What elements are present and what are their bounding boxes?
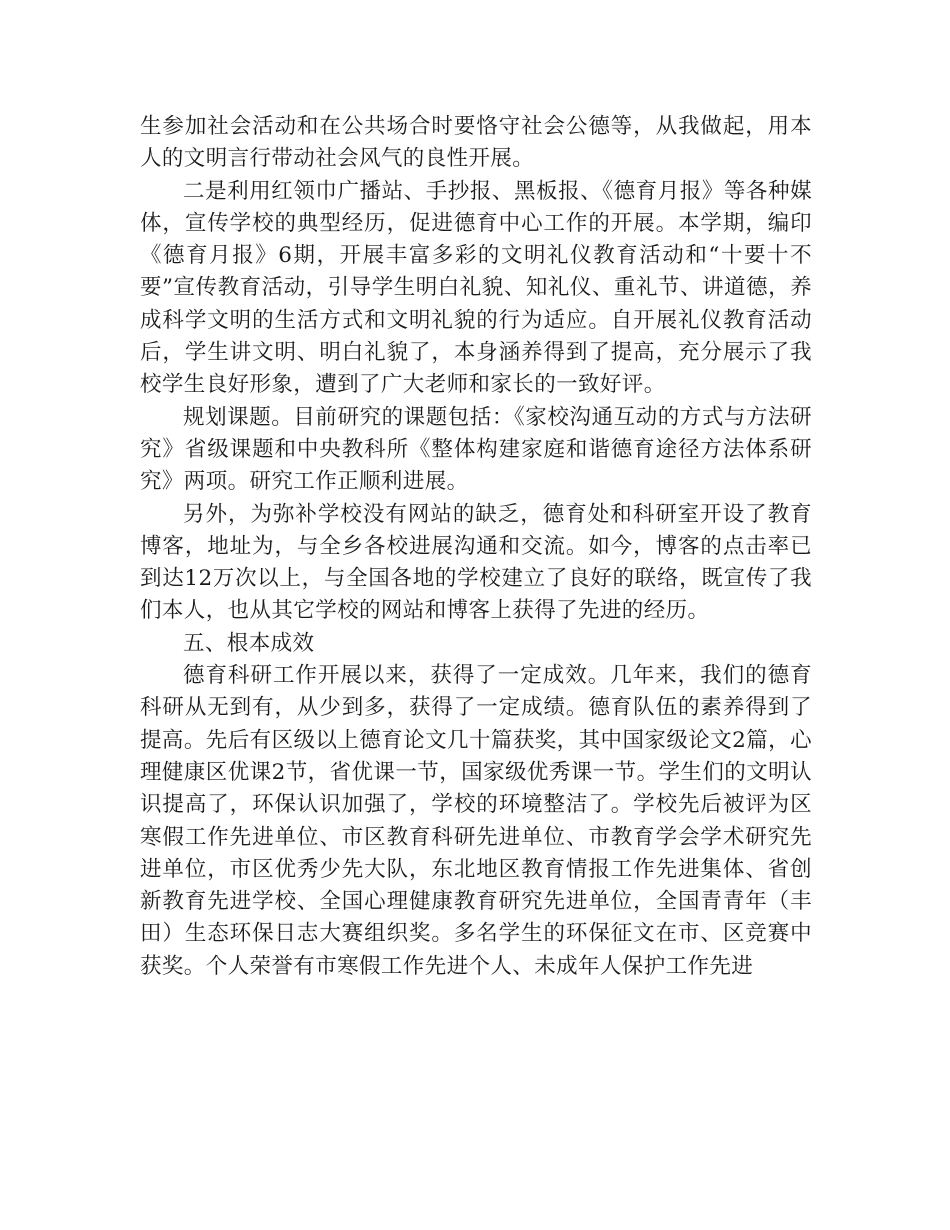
paragraph-media-publicity: 二是利用红领巾广播站、手抄报、黑板报、《德育月报》等各种媒体，宣传学校的典型经历，促进德育中心工作的开展。本学期，编印《德育月报》6期，开展丰富多彩的文明礼仪教育活动和“十要十不要”宣传教育活动，引导学生明白礼貌、知礼仪、重礼节、讲道德，养成科学文明的生活方式和文明礼貌的行为适应。自开展礼仪教育活动后，学生讲文明、明白礼貌了，本身涵养得到了提高，充分展示了我校学生良好形象，遭到了广大老师和家长的一致好评。 (140, 178, 812, 398)
paragraph-education-blog: 另外，为弥补学校没有网站的缺乏，德育处和科研室开设了教育博客，地址为，与全乡各校进展沟通和交流。如今，博客的点击率已到达12万次以上，与全国各地的学校建立了良好的联络，既宣传了我们本人，也从其它学校的网站和博客上获得了先进的经历。 (140, 501, 812, 624)
paragraph-achievements: 德育科研工作开展以来，获得了一定成效。几年来，我们的德育科研从无到有，从少到多，获得了一定成绩。德育队伍的素养得到了提高。先后有区级以上德育论文几十篇获奖，其中国家级论文2篇，心理健康区优课2节，省优课一节，国家级优秀课一节。学生们的文明认识提高了，环保认识加强了，学校的环境整洁了。学校先后被评为区寒假工作先进单位、市区教育科研先进单位、市教育学会学术研究先进单位，市区优秀少先大队，东北地区教育情报工作先进集体、省创新教育先进学校、全国心理健康教育研究先进单位，全国青青年（丰田）生态环保日志大赛组织奖。多名学生的环保征文在市、区竞赛中获奖。个人荣誉有市寒假工作先进个人、未成年人保护工作先进 (140, 663, 812, 979)
section-heading: 五、根本成效 (183, 630, 315, 656)
paragraph-research-topics: 规划课题。目前研究的课题包括：《家校沟通互动的方式与方法研究》省级课题和中央教科所《整体构建家庭和谐德育途径方法体系研究》两项。研究工作正顺利进展。 (140, 404, 812, 495)
paragraph-continuation: 生参加社会活动和在公共场合时要恪守社会公德等，从我做起，用本人的文明言行带动社会风气的良性开展。 (140, 114, 812, 172)
document-page (140, 111, 812, 983)
